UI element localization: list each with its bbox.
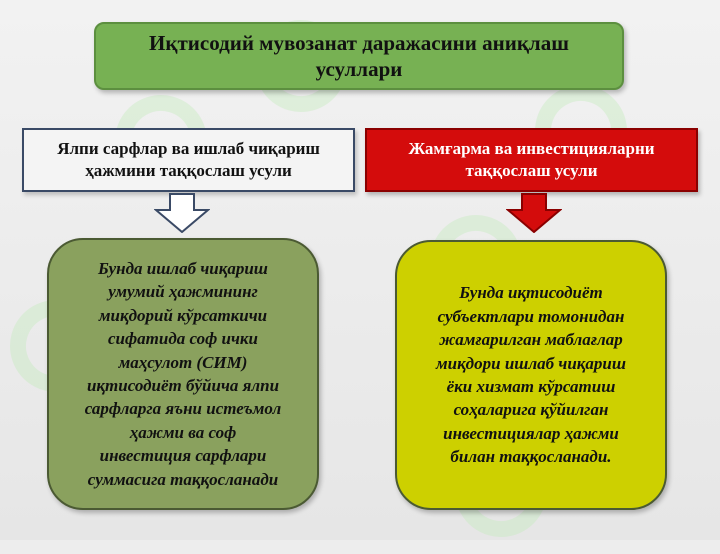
diagram-title-box [94, 22, 624, 90]
right-down-arrow [506, 193, 562, 233]
left-method-description-box [47, 238, 319, 510]
left-method-heading-box [22, 128, 355, 192]
left-method-description: Бунда ишлаб чиқариш умумий ҳажмининг миқдорий кўрсаткичи сифатида соф ички маҳсулот (СИМ) иқтисодиёт бўйича ялпи сарфларга яъни истеъмол ҳажми ва соф инвестиция сарфлари суммасига таққосланади [84, 258, 282, 489]
right-method-description-box [395, 240, 667, 510]
diagram-title: Иқтисодий мувозанат даражасини аниқлаш усуллари [149, 30, 569, 81]
right-method-description: Бунда иқтисодиёт субъектлари томонидан жамғарилган маблағлар миқдори ишлаб чиқариш ёки хизмат кўрсатиш соҳаларига қўйилган инвестициялар ҳажми билан таққосланади. [435, 283, 627, 467]
right-method-heading: Жамғарма ва инвестицияларни таққослаш усули [408, 138, 655, 180]
left-method-heading: Ялпи сарфлар ва ишлаб чиқариш ҳажмини таққослаш усули [57, 138, 320, 180]
right-method-heading-box [365, 128, 698, 192]
left-down-arrow [154, 193, 210, 233]
